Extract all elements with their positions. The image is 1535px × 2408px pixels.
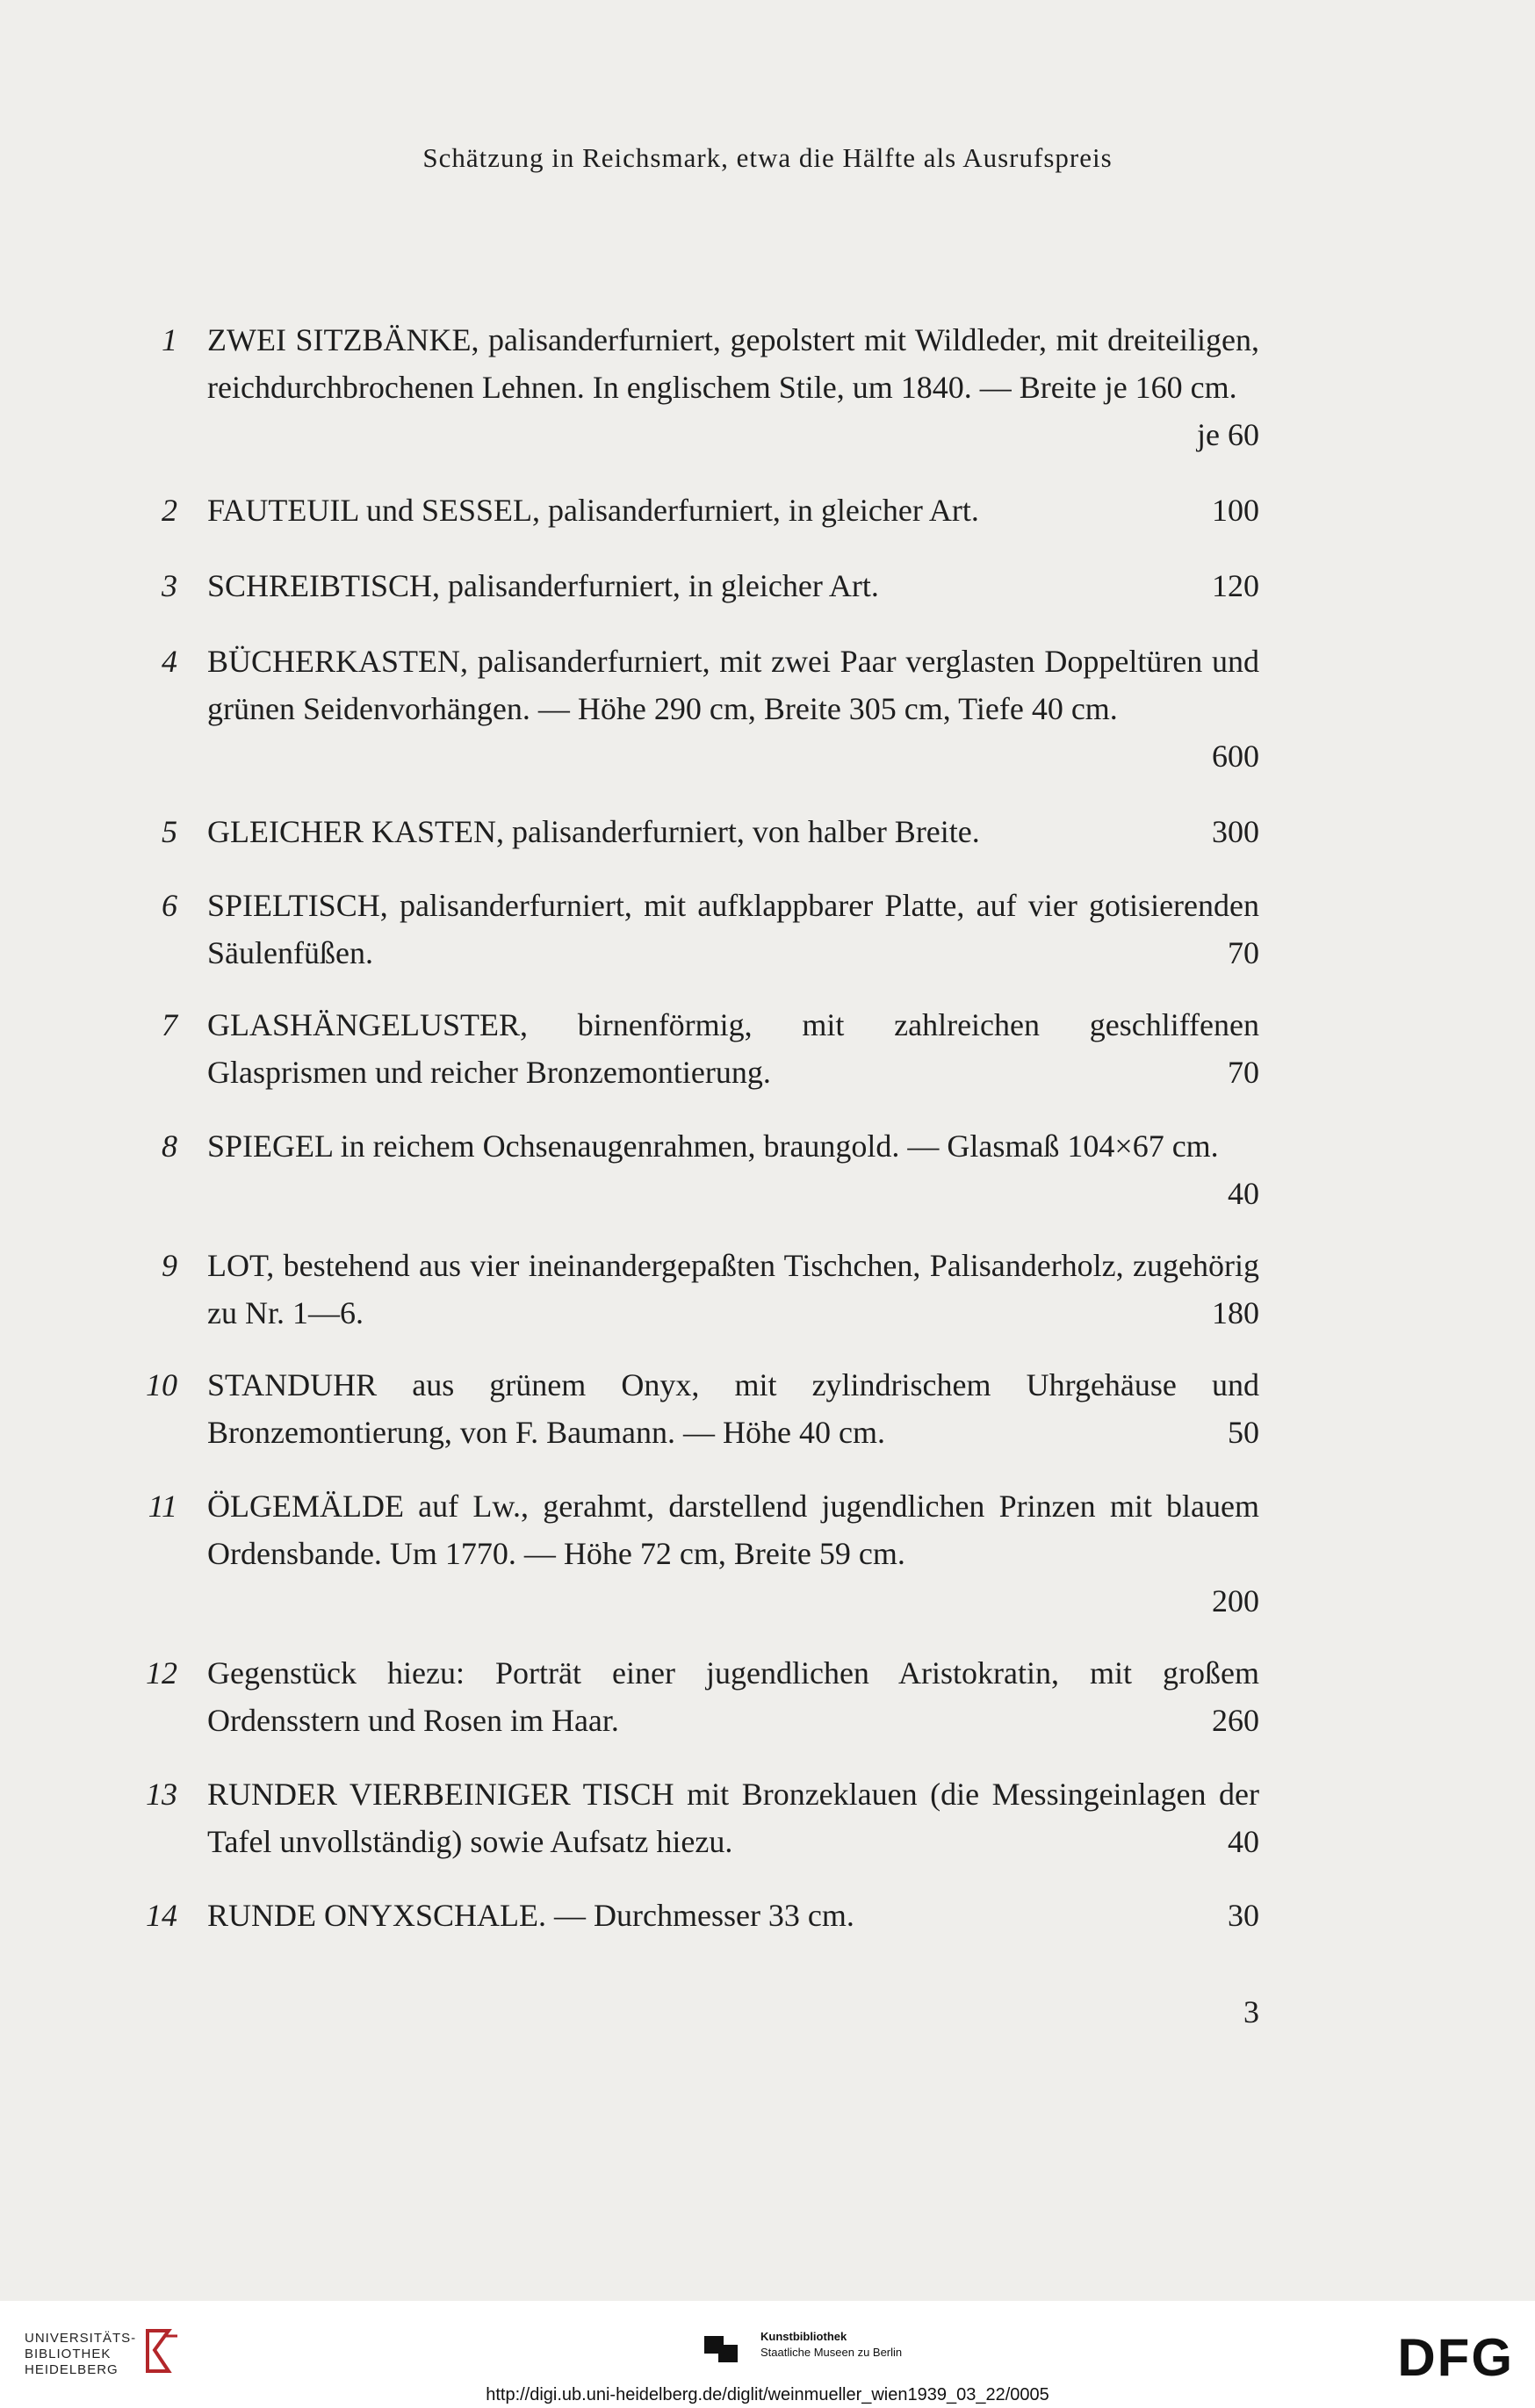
page-number: 3: [1243, 1994, 1259, 2029]
lot-number: 10: [146, 1367, 177, 1402]
lot-description: GLASHÄNGELUSTER, birnenförmig, mit zahlreichen geschliffenen Glasprismen und reicher Bronzemontierung.: [207, 1007, 1259, 1090]
university-line: HEIDELBERG: [25, 2362, 119, 2377]
lot-number: 14: [146, 1898, 177, 1933]
lot-price: 40: [1228, 1824, 1259, 1859]
lot-price: 600: [1212, 739, 1259, 774]
lot-price: 120: [1212, 568, 1259, 603]
lot-price: 260: [1212, 1703, 1259, 1738]
lot-price: 200: [1212, 1583, 1259, 1619]
lot-number: 7: [162, 1007, 177, 1042]
footer-bar: [0, 2301, 1535, 2408]
lot-number: 6: [162, 888, 177, 923]
kb-subtitle: Staatliche Museen zu Berlin: [760, 2346, 903, 2359]
heidelberg-logo-icon: [139, 2324, 184, 2378]
lot-description: GLEICHER KASTEN, palisanderfurniert, von halber Breite.: [207, 814, 980, 849]
lot-number: 8: [162, 1128, 177, 1164]
lot-number: 2: [162, 493, 177, 528]
lot-description: STANDUHR aus grünem Onyx, mit zylindrischem Uhrgehäuse und Bronzemontierung, von F. Baumann. — Höhe 40 cm.: [207, 1367, 1259, 1450]
page-header: Schätzung in Reichsmark, etwa die Hälfte als Ausrufspreis: [422, 142, 1113, 173]
lot-number: 1: [162, 322, 177, 357]
university-line: UNIVERSITÄTS-: [25, 2331, 137, 2346]
lot-number: 9: [162, 1248, 177, 1283]
lot-description: RUNDE ONYXSCHALE. — Durchmesser 33 cm.: [207, 1898, 854, 1933]
university-line: BIBLIOTHEK: [25, 2347, 112, 2361]
lot-description: ÖLGEMÄLDE auf Lw., gerahmt, darstellend jugendlichen Prinzen mit blauem Ordensbande. Um 1770. — Höhe 72 cm, Breite 59 cm.: [207, 1489, 1259, 1571]
kb-title: Kunstbibliothek: [760, 2330, 847, 2343]
lot-description: FAUTEUIL und SESSEL, palisanderfurniert, in gleicher Art.: [207, 493, 979, 528]
lot-description: ZWEI SITZBÄNKE, palisanderfurniert, gepolstert mit Wildleder, mit dreiteiligen, reichdurchbrochenen Lehnen. In englischem Stile, um 1840. — Breite je 160 cm.: [207, 322, 1259, 405]
lot-price: 70: [1228, 935, 1259, 970]
university-library-label: [25, 2331, 136, 2378]
lot-price: 180: [1212, 1295, 1259, 1330]
lot-number: 3: [162, 568, 177, 603]
lot-number: 5: [162, 814, 177, 849]
lot-price: 300: [1212, 814, 1259, 849]
lot-price: 70: [1228, 1055, 1259, 1090]
lot-number: 12: [146, 1655, 177, 1691]
lot-description: LOT, bestehend aus vier ineinandergepaßten Tischchen, Palisanderholz, zugehörig zu Nr. 1—6.: [207, 1248, 1259, 1330]
lot-description: RUNDER VIERBEINIGER TISCH mit Bronzeklauen (die Messingeinlagen der Tafel unvollständig) sowie Aufsatz hiezu.: [207, 1777, 1259, 1859]
lot-description: Gegenstück hiezu: Porträt einer jugendlichen Aristokratin, mit großem Ordensstern und Rosen im Haar.: [207, 1655, 1259, 1738]
dfg-logo: DFG: [1397, 2328, 1514, 2387]
source-url[interactable]: http://digi.ub.uni-heidelberg.de/diglit/weinmueller_wien1939_03_22/0005: [486, 2385, 1049, 2404]
lot-price: 40: [1228, 1176, 1259, 1211]
kunstbibliothek-logo-icon: [701, 2327, 741, 2368]
lot-description: SPIELTISCH, palisanderfurniert, mit aufklappbarer Platte, auf vier gotisierenden Säulenfüßen.: [207, 888, 1259, 970]
lot-number: 4: [162, 644, 177, 679]
lot-price: 50: [1228, 1415, 1259, 1450]
lot-price: 100: [1212, 493, 1259, 528]
lot-number: 13: [146, 1777, 177, 1812]
lot-number: 11: [148, 1489, 177, 1524]
lot-description: BÜCHERKASTEN, palisanderfurniert, mit zwei Paar verglasten Doppeltüren und grünen Seidenvorhängen. — Höhe 290 cm, Breite 305 cm, Tiefe 40 cm.: [207, 644, 1259, 726]
lot-description: SPIEGEL in reichem Ochsenaugenrahmen, braungold. — Glasmaß 104×67 cm.: [207, 1128, 1219, 1164]
kunstbibliothek-label: [760, 2329, 902, 2361]
lot-price: je 60: [1197, 417, 1259, 452]
lot-price: 30: [1228, 1898, 1259, 1933]
lot-description: SCHREIBTISCH, palisanderfurniert, in gleicher Art.: [207, 568, 879, 603]
